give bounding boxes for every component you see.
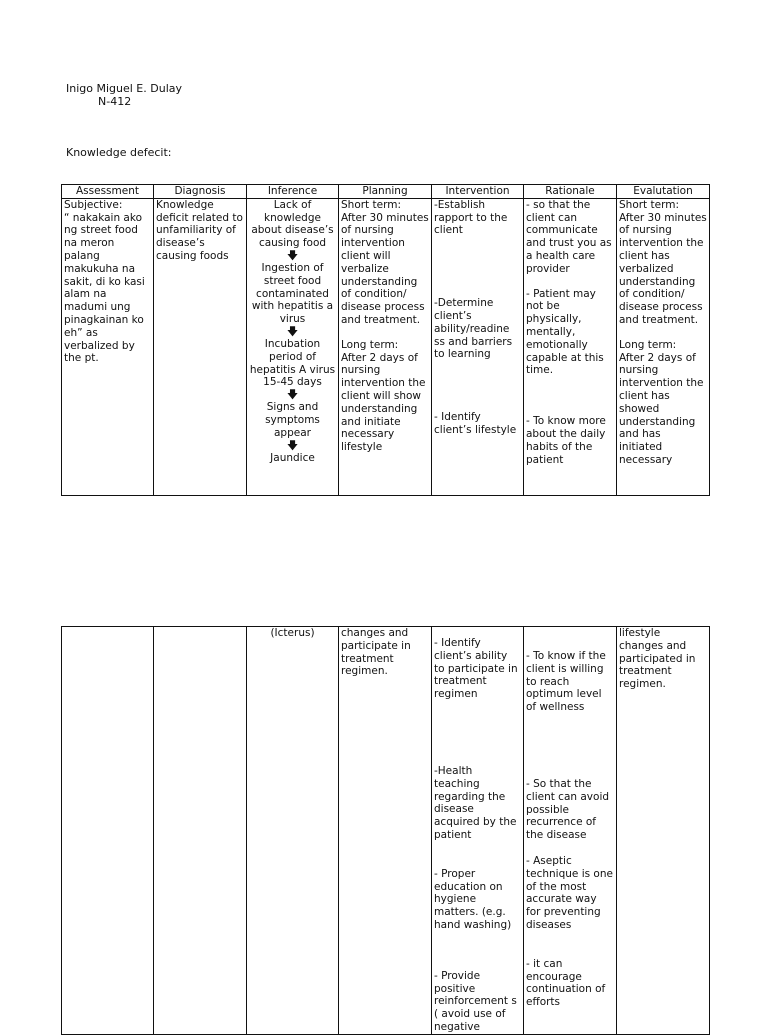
rationale-item: - it can encourage continuation of efforts	[526, 957, 606, 1009]
col-header-planning: Planning	[339, 185, 432, 199]
intervention-item: -Health teaching regarding the disease acquired by the patient	[434, 764, 517, 841]
rationale-item: - To know more about the daily habits of the patient	[526, 415, 606, 466]
intervention-item: - Proper education on hygiene matters. (e.g. hand washing)	[434, 867, 512, 931]
table-row	[62, 627, 710, 1035]
intervention-cell	[432, 627, 524, 1035]
inference-step: Signs and symptoms appear	[265, 401, 320, 439]
intervention-item: -Determine client’s ability/readine ss and barriers to learning	[434, 297, 513, 361]
planning-continued: changes and participate in treatment regimen.	[341, 627, 411, 678]
intervention-item: - Provide positive reinforcement s ( avoid use of negative	[434, 969, 517, 1033]
planning-short-term: Short term: After 30 minutes of nursing intervention client will verbalize understanding of condition/ disease process and treatment.	[341, 198, 429, 326]
student-id: N-412	[98, 95, 132, 108]
intervention-item: - Identify client’s ability to participate in treatment regimen	[434, 637, 518, 701]
rationale-cell	[524, 198, 617, 495]
inference-step: Ingestion of street food contaminated with hepatitis a virus	[251, 261, 334, 326]
inference-step: Incubation period of hepatitis A virus 15-45 days	[249, 337, 336, 389]
col-header-intervention: Intervention	[432, 185, 524, 199]
table-row	[62, 198, 710, 495]
planning-long-term: Long term: After 2 days of nursing intervention the client will show understanding and initiate necessary lifestyle	[341, 338, 426, 454]
diagnosis-cell	[154, 198, 247, 495]
evaluation-cell	[617, 198, 710, 495]
care-plan-table-2	[61, 626, 710, 1035]
intervention-cell	[432, 198, 524, 495]
inference-cell	[247, 198, 339, 495]
section-title: Knowledge defecit:	[66, 146, 172, 159]
rationale-item: - so that the client can communicate and trust you as a health care provider	[526, 198, 612, 275]
diagnosis-text: Knowledge deficit related to unfamiliarity of disease’s causing foods	[156, 198, 243, 262]
down-arrow-icon: 🡇	[286, 324, 299, 338]
rationale-item: - To know if the client is willing to reach optimum level of wellness	[526, 650, 606, 714]
col-header-rationale: Rationale	[524, 185, 617, 199]
col-header-inference: Inference	[247, 185, 339, 199]
author-name: Inigo Miguel E. Dulay	[66, 82, 182, 95]
intervention-item: - Identify client’s lifestyle	[434, 411, 517, 436]
header-row	[62, 185, 710, 199]
rationale-item: - So that the client can avoid possible recurrence of the disease	[526, 777, 610, 842]
intervention-item: -Establish rapport to the client	[434, 198, 508, 237]
evaluation-short-term: Short term: After 30 minutes of nursing intervention the client has verbalized understanding of condition/ disease process and treatment.	[619, 198, 707, 326]
evaluation-continued: lifestyle changes and participated in treatment regimen.	[619, 627, 696, 691]
evaluation-long-term: Long term: After 2 days of nursing intervention the client has showed understanding and has initiated necessary	[619, 338, 704, 466]
rationale-cell	[524, 627, 617, 1035]
planning-cell	[339, 198, 432, 495]
planning-cell	[339, 627, 432, 1035]
col-header-diagnosis: Diagnosis	[154, 185, 247, 199]
rationale-item: - Patient may not be physically, mentally, emotionally capable at this time.	[526, 287, 604, 377]
inference-step: Lack of knowledge about disease’s causing food	[251, 198, 334, 250]
inference-cell	[247, 627, 339, 1035]
assessment-cell	[62, 198, 154, 495]
evaluation-cell	[617, 627, 710, 1035]
down-arrow-icon: 🡇	[286, 388, 299, 402]
assessment-text: Subjective: “ nakakain ako ng street food na meron palang makukuha na sakit, di ko kasi alam na madumi ung pinagkainan ko eh” as verbalized by the pt.	[64, 198, 145, 365]
inference-step: (Icterus)	[270, 627, 315, 639]
col-header-assessment: Assessment	[62, 185, 154, 199]
down-arrow-icon: 🡇	[286, 248, 299, 262]
care-plan-table-1	[61, 184, 710, 496]
down-arrow-icon: 🡇	[286, 438, 299, 452]
assessment-cell	[62, 627, 154, 1035]
diagnosis-cell	[154, 627, 247, 1035]
col-header-evaluation: Evalutation	[617, 185, 710, 199]
inference-step: Jaundice	[270, 451, 315, 464]
rationale-item: - Aseptic technique is one of the most accurate way for preventing diseases	[526, 854, 613, 931]
